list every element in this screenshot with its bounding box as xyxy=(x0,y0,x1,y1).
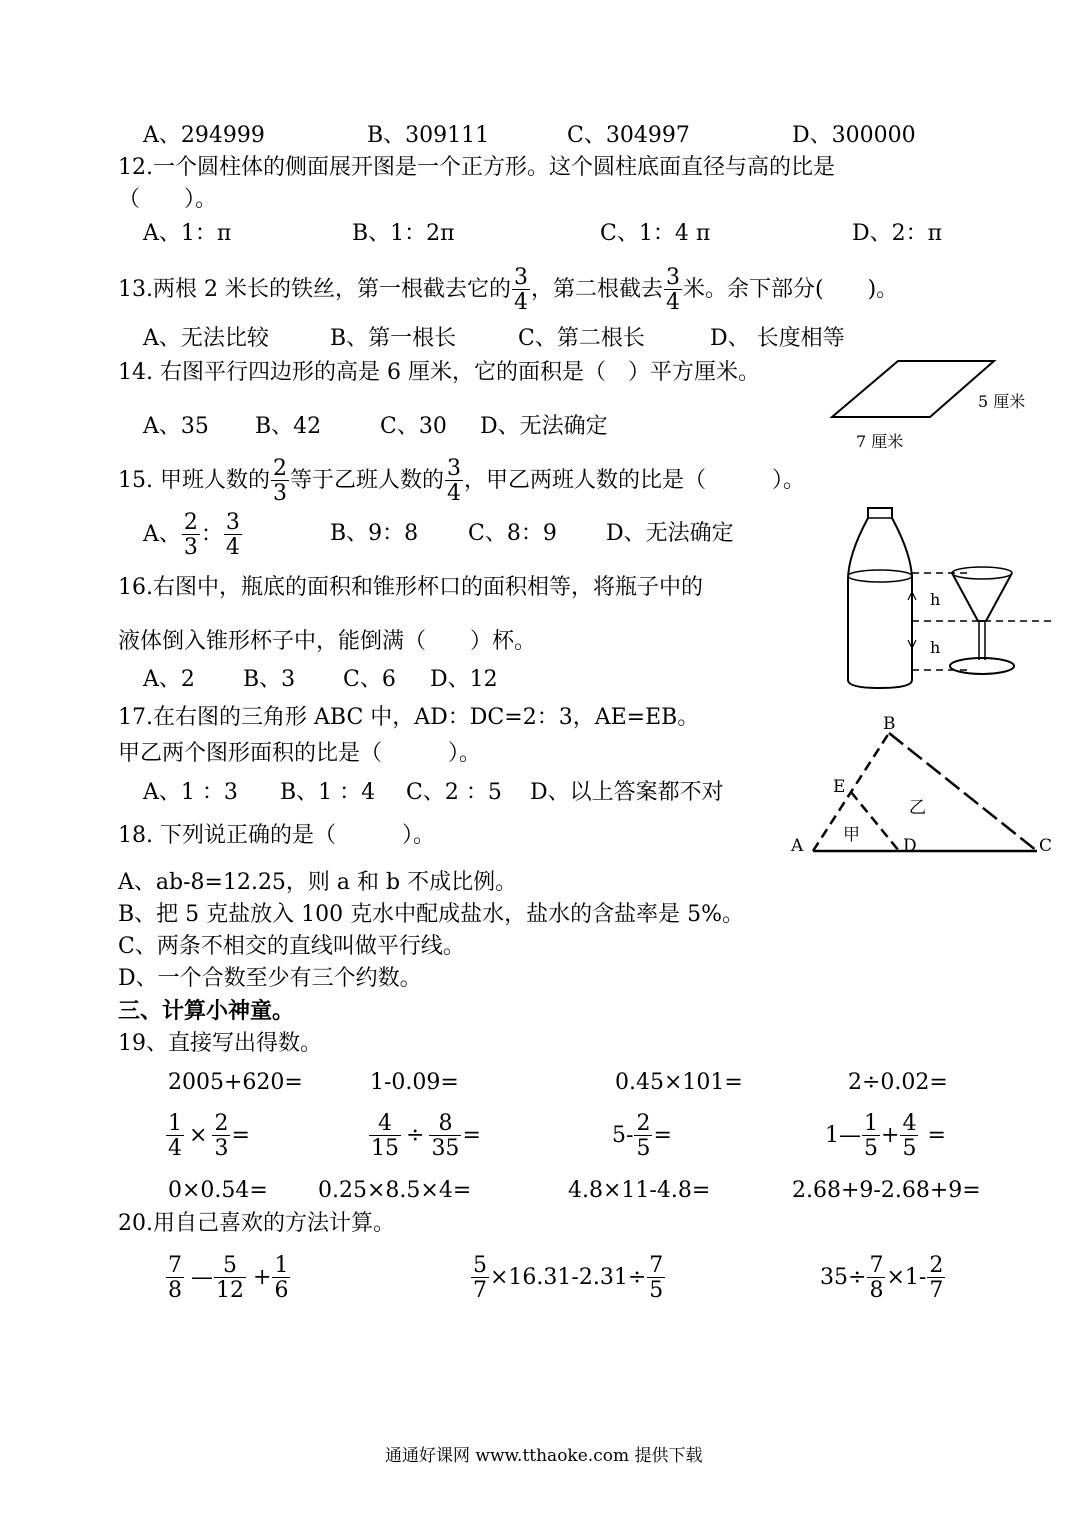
q19-r2-3: 5- $\frac{2}{5}$ = xyxy=(612,1110,672,1161)
q17-option-c: C、2 ：5 xyxy=(406,780,502,805)
q12-stem: 12.一个圆柱体的侧面展开图是一个正方形。这个圆柱底面直径与高的比是 xyxy=(118,155,835,180)
q15-option-b: B、9：8 xyxy=(330,521,419,546)
vertex-e-label: E xyxy=(833,777,846,797)
q19-r2-2: $\frac{4}{15}$ ÷ $\frac{8}{35}$ = xyxy=(371,1110,481,1161)
q11-option-b: B、309111 xyxy=(367,123,490,148)
q16-option-d: D、12 xyxy=(430,667,498,692)
region-yi-label: 乙 xyxy=(909,798,926,818)
q18-option-b: B、把 5 克盐放入 100 克水中配成盐水，盐水的含盐率是 5%。 xyxy=(118,902,745,927)
q13-fraction-2: $\frac{3}{4}$ xyxy=(666,264,680,315)
q18-option-a: A、ab-8=12.25，则 a 和 b 不成比例。 xyxy=(118,870,518,895)
q19-r3-4: 2.68+9-2.68+9= xyxy=(792,1178,981,1203)
q15-fraction-2: $\frac{3}{4}$ xyxy=(447,455,461,506)
q15-option-a-fraction-1: $\frac{2}{3}$ xyxy=(183,509,198,560)
triangle-abc-figure xyxy=(785,715,1065,865)
q19-r2-4: 1— $\frac{1}{5}$ + $\frac{4}{5}$ = xyxy=(825,1110,946,1161)
q15-option-a-fraction-2: $\frac{3}{4}$ xyxy=(225,509,240,560)
q13-option-b: B、第一根长 xyxy=(330,326,457,351)
q12-option-d: D、2：π xyxy=(852,221,943,246)
q16-option-c: C、6 xyxy=(343,667,396,692)
q12-option-c: C、1：4 π xyxy=(600,221,711,246)
q19-r1-1: 2005+620= xyxy=(168,1070,303,1095)
q15-fraction-1: $\frac{2}{3}$ xyxy=(272,455,287,506)
q16-option-b: B、3 xyxy=(243,667,296,692)
height-label-top: h xyxy=(930,590,941,609)
vertex-c-label: C xyxy=(1039,836,1053,856)
q13-option-d: D、 长度相等 xyxy=(710,326,845,351)
q14-stem: 14. 右图平行四边形的高是 6 厘米，它的面积是（ ）平方厘米。 xyxy=(118,360,760,385)
vertex-b-label: B xyxy=(883,714,896,734)
region-jia-label: 甲 xyxy=(843,825,860,845)
q14-option-b: B、42 xyxy=(255,414,322,439)
q15-option-a: A、 $\frac{2}{3}$ ： $\frac{3}{4}$ xyxy=(143,509,240,560)
q17-option-a: A、1 ：3 xyxy=(143,780,238,805)
q13-option-c: C、第二根长 xyxy=(518,326,645,351)
q19-r1-2: 1-0.09= xyxy=(370,1070,459,1095)
q15-stem: 15. 甲班人数的 $\frac{2}{3}$ 等于乙班人数的 $\frac{3}{4}$ ，甲乙两班人数的比是（ ）。 xyxy=(118,455,806,506)
vertex-d-label: D xyxy=(903,836,917,856)
q20-expr-1: $\frac{7}{8}$ — $\frac{5}{12}$ + $\frac{1}{6}$ xyxy=(168,1252,289,1303)
q20-expr-3: 35÷ $\frac{7}{8}$ ×1- $\frac{2}{7}$ xyxy=(820,1252,944,1303)
bottle-shape xyxy=(848,508,912,688)
vertex-a-label: A xyxy=(791,836,804,856)
page-footer: 通通好课网 www.tthaoke.com 提供下载 xyxy=(385,1446,703,1466)
cone-cup-base xyxy=(950,658,1014,674)
q14-option-a: A、35 xyxy=(143,414,209,439)
q17-option-b: B、1 ：4 xyxy=(280,780,376,805)
q19-r1-4: 2÷0.02= xyxy=(848,1070,948,1095)
q13-stem: 13.两根 2 米长的铁丝，第一根截去它的 $\frac{3}{4}$ ，第二根截去 $\frac{3}{4}$ 米。余下部分( )。 xyxy=(118,264,899,315)
q14-option-c: C、30 xyxy=(380,414,447,439)
q17-stem-line2: 甲乙两个图形面积的比是（ ）。 xyxy=(118,741,482,766)
parallelogram-shape xyxy=(832,361,994,417)
q16-option-a: A、2 xyxy=(143,667,195,692)
section-3-heading: 三、计算小神童。 xyxy=(118,998,295,1024)
bottle-cup-figure xyxy=(820,500,1060,700)
q13-fraction-1: $\frac{3}{4}$ xyxy=(513,264,528,315)
q13-option-a: A、无法比较 xyxy=(143,326,269,351)
parallelogram-figure xyxy=(820,355,1050,455)
q14-option-d: D、无法确定 xyxy=(480,414,608,439)
q19-r3-2: 0.25×8.5×4= xyxy=(318,1178,472,1203)
q18-option-d: D、一个合数至少有三个约数。 xyxy=(118,966,422,991)
q19-r3-1: 0×0.54= xyxy=(168,1178,268,1203)
q12-blank: （ ）。 xyxy=(118,187,218,212)
height-label-bottom: h xyxy=(930,638,941,657)
cone-cup-shape xyxy=(952,573,1012,621)
q19-r2-1: $\frac{1}{4}$ × $\frac{2}{3}$ = xyxy=(168,1110,250,1161)
q19-title: 19、直接写出得数。 xyxy=(118,1031,322,1056)
q15-option-c: C、8：9 xyxy=(468,521,557,546)
q15-option-d: D、无法确定 xyxy=(606,521,734,546)
q17-option-d: D、以上答案都不对 xyxy=(530,780,724,805)
q18-option-c: C、两条不相交的直线叫做平行线。 xyxy=(118,934,465,959)
q11-option-c: C、304997 xyxy=(567,123,690,148)
q12-option-b: B、1：2π xyxy=(352,221,455,246)
q20-title: 20.用自己喜欢的方法计算。 xyxy=(118,1211,395,1236)
q19-r3-3: 4.8×11-4.8= xyxy=(568,1178,711,1203)
parallelogram-side-label: 5 厘米 xyxy=(978,392,1026,411)
q19-r1-3: 0.45×101= xyxy=(615,1070,743,1095)
parallelogram-base-label: 7 厘米 xyxy=(856,432,904,451)
q18-stem: 18. 下列说正确的是（ ）。 xyxy=(118,823,435,848)
q12-option-a: A、1：π xyxy=(143,221,232,246)
q16-stem-line2: 液体倒入锥形杯子中，能倒满（ ）杯。 xyxy=(118,629,537,654)
q11-option-a: A、294999 xyxy=(143,123,265,148)
q16-stem-line1: 16.右图中，瓶底的面积和锥形杯口的面积相等，将瓶子中的 xyxy=(118,575,703,600)
q17-stem-line1: 17.在右图的三角形 ABC 中，AD：DC=2：3，AE=EB。 xyxy=(118,705,700,730)
q11-option-d: D、300000 xyxy=(792,123,916,148)
liquid-surface xyxy=(848,570,912,582)
q20-expr-2: $\frac{5}{7}$ ×16.31-2.31÷ $\frac{7}{5}$ xyxy=(473,1252,664,1303)
